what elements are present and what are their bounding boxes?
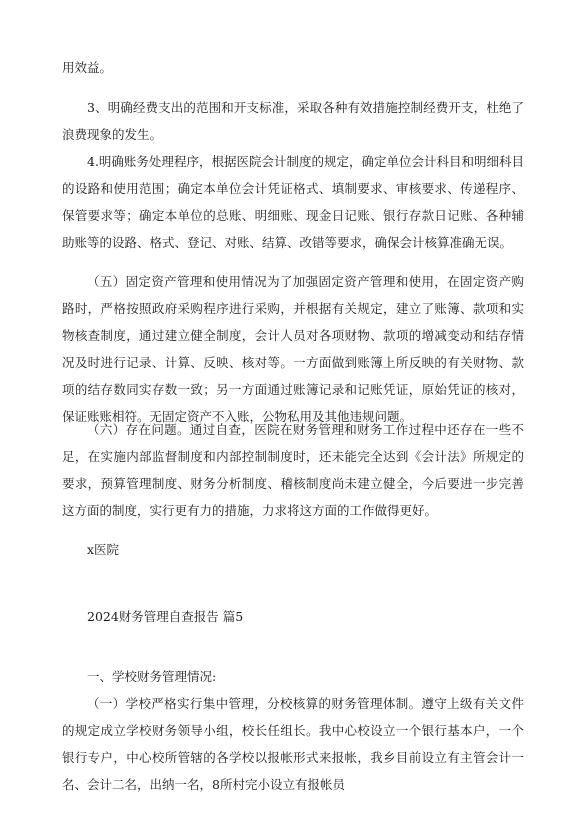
paragraph-section-6: （六）存在问题。通过自查，医院在财务管理和财务工作过程中还存在一些不足，在实施内部监督制度和内部控制制度时，还未能完全达到《会计法》所规定的要求，预算管理制度、财务分析制度、稽核制度尚未建立健全，今后要进一步完善这方面的制度，实行更有力的措施，力求将这方面的工作做得更好。: [62, 422, 524, 518]
paragraph-item-3: 3、明确经费支出的范围和开支标准，采取各种有效措施控制经费开支，杜绝了浪费现象的发生。: [62, 100, 524, 142]
paragraph-continuation: 用效益。: [62, 60, 113, 75]
section-heading-1: 一、学校财务管理情况:: [87, 669, 217, 684]
paragraph-section-1-1: （一）学校严格实行集中管理，分校核算的财务管理体制。遵守上级有关文件的规定成立学校财务领导小组，校长任组长。我中心校设立一个银行基本户，一个银行专户，中心校所管辖的各学校以报帐形式来报帐，我乡目前设立有主管会计一名、会计二名，出纳一名，8所村完小设立有报帐员: [62, 696, 524, 792]
paragraph-section-5: （五）固定资产管理和使用情况为了加强固定资产管理和使用，在固定资产购路时，严格按照政府采购程序进行采购，并根据有关规定，建立了账簿、款项和实物核查制度，通过建立健全制度，会计人员对各项财物、款项的增减变动和结存情况及时进行记录、计算、反映、核对等。一方面做到账簿上所反映的有关财物、款项的结存数同实存数一致；另一方面通过账簿记录和记账凭证，原始凭证的核对，保证账账相符。无固定资产不入账，公物私用及其他违规问题。: [62, 274, 524, 424]
signature-hospital: x医院: [87, 542, 120, 557]
report-heading: 2024财务管理自查报告 篇5: [87, 609, 244, 624]
paragraph-item-4: 4.明确账务处理程序，根据医院会计制度的规定，确定单位会计科目和明细科目的设路和使用范围；确定本单位会计凭证格式、填制要求、审核要求、传递程序、保管要求等；确定本单位的总账、明细账、现金日记账、银行存款日记账、各种辅助账等的设路、格式、登记、对账、结算、改错等要求，确保会计核算准确无误。: [62, 154, 524, 250]
